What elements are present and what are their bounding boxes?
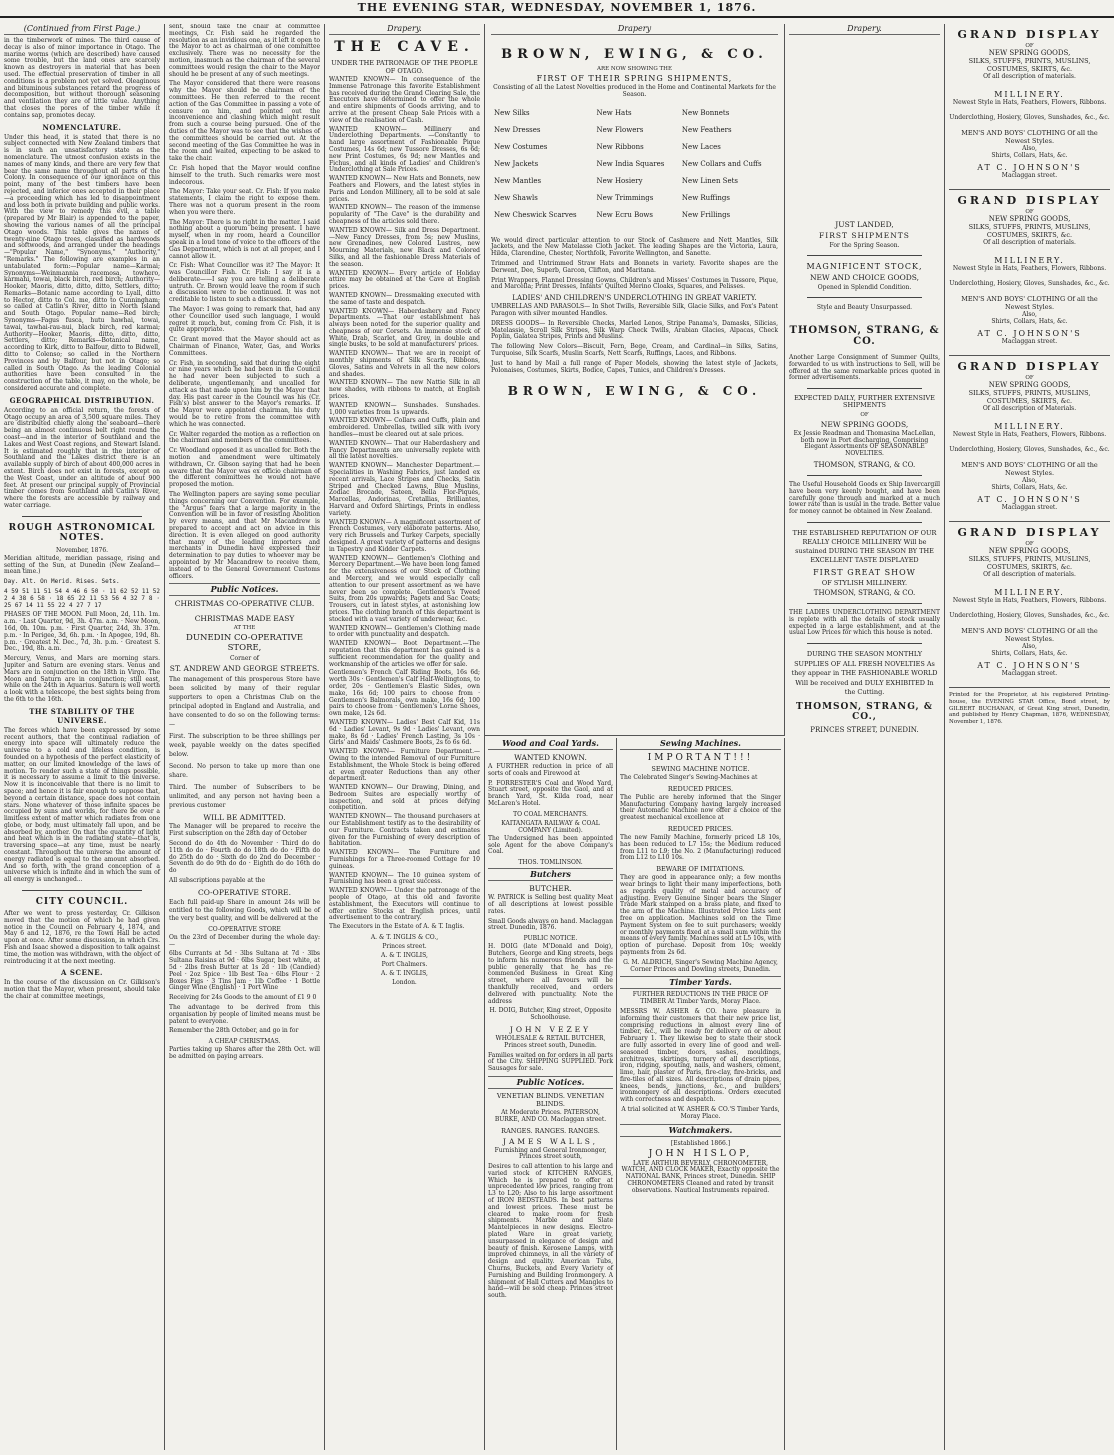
- ad-signature: AT C. JOHNSON'S: [977, 163, 1082, 172]
- wanted-known-item: WANTED KNOWN— Haberdashery and Fancy Departments. —That our establishment has always been noted for the superior quality and cheapness of our Corsets. An immense stock of White, Drab, Scarlet, and Grey, in double and single busks, to be sold at manufacturers' prices.: [329, 307, 480, 349]
- ad-paragraph: MESSRS W. ASHER & CO. have pleasure in informing their customers that their new price list, comprising reductions in almost every line of timber, &c., will be ready for delivery on or about February 1. They likewise beg to state their stock are fully assorted in every line of good and well-seasoned timber, doors, sashes, mouldings, architraves, skirtings, turnery of all descriptions, iron, ridging, spouting, nails, and washers, cement, lime, hair, plaster of Paris, fire-clay, fire-bricks, and fire-tiles of all sizes. All descriptions of drain pipes, knees, bends, junctions, &c., and builders' ironmongery of all descriptions. Orders executed with correctness and despatch.: [620, 1007, 781, 1104]
- section-header: Drapery: [491, 24, 778, 35]
- ad-title: FURTHER REDUCTIONS IN THE PRICE OF TIMBER At Timber Yards, Moray Place.: [632, 991, 769, 1006]
- ad-text: MEN'S AND BOYS' CLOTHING Of all the Newest Styles.: [961, 129, 1098, 145]
- signature: Princes street.: [382, 943, 427, 951]
- ad-subtitle: WHOLESALE & RETAIL BUTCHER, Princes street south, Dunedin.: [495, 1034, 606, 1049]
- article-paragraph: in the timberwork of mines. The third cause of decay is also of minor importance in Otago. The marine worms (which are described) have caused some trouble, but the land ones are scarcely known as destroyers in material that has been used. The effectual preservation of timber in all conditions is a problem not yet solved. Oleaginous and bituminous substances retard the progress of decomposition, but without thorough seasoning and ventilation they are of little value. Anything that closes the pores of the timber while it contains sap, promotes decay.: [4, 37, 160, 119]
- ad-title: BROWN, EWING, & CO.: [501, 47, 768, 62]
- ad-text: Shirts, Collars, Hats, &c.: [991, 650, 1068, 657]
- ad-text: Newest Style in Hats, Feathers, Flowers, Ribbons.: [952, 597, 1107, 604]
- ad-paragraph: The Celebrated Singer's Sewing-Machines at: [620, 774, 758, 781]
- signature: H. DOIG, Butcher, King street, Opposite Schoolhouse.: [489, 1007, 612, 1022]
- novelty-item: New India Squares: [596, 159, 665, 168]
- ad-emphasis: WILL BE ADMITTED.: [203, 813, 286, 823]
- ad-paragraph: Print Wrappers, Flannel Dressing Gowns, Children's and Misses' Costumes in Tussore, Pique, and Marcella; Print Dresses, Infants' Quilted Merino Cloaks, Squares, and Pelisses.: [491, 276, 778, 291]
- wanted-known-item: WANTED KNOWN— The new Nattie Silk in all new shades, with ribbons to match, at English prices.: [329, 379, 480, 401]
- johnson-ad: [949, 360, 1110, 522]
- ad-paragraph: Parties taking up Shares after the 28th Oct. will be admitted on paying arrears.: [169, 1046, 320, 1060]
- ad-text: MEN'S AND BOYS' CLOTHING Of all the Newest Styles.: [961, 295, 1098, 311]
- ad-title: PUBLIC NOTICE.: [523, 935, 578, 943]
- novelty-item: New Shawls: [494, 193, 538, 202]
- ad-text: Also,: [1022, 311, 1037, 318]
- wanted-known-item: WANTED KNOWN— Under the patronage of the people of Otago, at this old and favorite establishment, the Executors will continue to offer entire Stocks at English prices, until advertisement to the contrary.: [329, 887, 480, 922]
- ad-paragraph: Another Large Consignment of Summer Quilts, forwarded to us with instructions to Sell, will be offered at the same remarkable prices quoted in former advertisements.: [789, 354, 940, 382]
- masthead: THE EVENING STAR, WEDNESDAY, NOVEMBER 1, 1876.: [0, 0, 1114, 18]
- ad-paragraph: A FURTHER reduction in price of all sorts of coals and Firewood at: [488, 763, 613, 777]
- column-4b: [617, 738, 785, 1450]
- continued-label: (Continued from First Page.): [4, 24, 160, 35]
- ad-paragraph: The following New Colors—Biscuit, Fern, Bege, Cream, and Cardinal—in Silks, Satins, Turquoise, Silk Scarfs, Muslin Scarfs, Nett Scarfs, Ruffings, Laces, and Ribbons.: [491, 343, 778, 357]
- article-paragraph: According to an official return, the forests of Otago occupy an area of 3,500 square miles. They are distributed chiefly along the seaboard—there being an almost continuous belt right round the coast—and in the interior of Southland and the Lakes and West Coast regions, and Stewart Island. It is estimated roughly that in the interior of Southland and the Lakes district there is an available supply of birch of about 400,000 acres in extent. Birch does not exist in forests, except on the West Coast, under an altitude of about 900 feet. At present our principal supply of Provincial timber comes from Southland and Catlin's River, where the forests are accessible by railway and water carriage.: [4, 406, 160, 509]
- wanted-known-item: WANTED KNOWN— Manchester Department.—Specialities in Washing Fabrics, just landed ex recent arrivals, Lace Stripes and Checks, Satin Striped and Checked Lawns, Blue Muslins, Zodiac Brocade, Sateen, Bella Flor-Piqués, Marcellas, Andorinas, Cretallias, Brilliantes, Harvard and Oxford Shirtings, Prints in endless variety.: [329, 462, 480, 517]
- wanted-known-item: WANTED KNOWN— In consequence of the Immense Patronage this favorite Establishment has received during the Grand Clearing Sale, the Executors have determined to offer the whole and entire shipments of Goods arriving, and to arrive at the present Cheap Sale Prices with a view of the realisation of Cash.: [329, 76, 480, 124]
- ad-text: Shirts, Collars, Hats, &c.: [991, 318, 1068, 325]
- novelty-item: New Costumes: [494, 142, 548, 151]
- wanted-known-item: WANTED KNOWN— The reason of the immense popularity of "The Cave" is the durability and cheapness of the articles sold there.: [329, 204, 480, 225]
- ad-title: TO COAL MERCHANTS.: [513, 810, 588, 818]
- ad-subtitle: CHRISTMAS MADE EASY: [194, 614, 295, 624]
- section-header: Drapery.: [789, 24, 940, 35]
- ad-text: Maclaggan street.: [1001, 338, 1058, 345]
- ad-text: NEW AND CHOICE GOODS,: [809, 273, 920, 282]
- ad-signature: AT C. JOHNSON'S: [977, 661, 1082, 670]
- ad-paragraph: They are good in appearance only; a few months wear brings to light their many imperfections, both as regards quality of metal and accuracy of adjusting. Every Genuine Singer bears the Singer Trade Mark stamped on a brass plate, and fixed to the arm of the Machine. Illustrated Price Lists sent free on application. Machines sold on the Time Payment System on fee to suit purchasers; weekly or monthly payments fixed at a small sum within the means of every family. Machines sold at L5 10s, with option of purchase. Deposit from 10s; weekly payments from 2s 6d.: [620, 874, 781, 956]
- ad-text: NEW SPRING GOODS,: [988, 381, 1071, 389]
- novelty-item: New Bonnets: [681, 108, 730, 117]
- ad-paragraph: The Manager will be prepared to receive the First subscription on the 28th day of October: [169, 823, 320, 838]
- ad-signature: THOMSON, STRANG, & CO.: [789, 325, 940, 347]
- johnson-ad: [949, 526, 1110, 688]
- ad-paragraph: Third. The number of Subscribers to be unlimited, and any person not having been a previous customer: [169, 784, 320, 810]
- ad-text: SILKS, STUFFS, PRINTS, MUSLINS, COSTUMES, SKIRTS, &c.: [968, 555, 1091, 571]
- article-paragraph: The Mayor: I was going to remark that, had any other Councillor used such language, I would regret it much, but, coming from Cr. Fish, it is quite appropriate.: [169, 306, 320, 334]
- column-5: [785, 24, 945, 1450]
- ad-paragraph: First. The subscription to be three shillings per week, payable weekly on the dates specified below.: [169, 733, 320, 759]
- novelty-item: New Trimmings: [596, 193, 654, 202]
- section-heading: NOMENCLATURE.: [42, 122, 122, 132]
- novelty-item: New Feathers: [681, 125, 732, 134]
- ad-text: [Established 1866.]: [670, 1139, 731, 1147]
- column-1: [0, 24, 165, 1450]
- wanted-known-item: WANTED KNOWN— New Hats and Bonnets, new Feathers and Flowers, and the latest styles in Paris and London Millinery, all to be sold at sale prices.: [329, 175, 480, 203]
- ad-title: JAMES WALLS,: [502, 1136, 599, 1146]
- ad-text: MEN'S AND BOYS' CLOTHING Of all the Newest Styles.: [961, 461, 1098, 477]
- section-heading: GEOGRAPHICAL DISTRIBUTION.: [9, 395, 155, 405]
- ad-paragraph: P. FORRESTER'S Coal and Wood Yard, Stuart street, opposite the Gaol, and at branch Yard, St. Kilda road, near McLaren's Hotel.: [488, 779, 613, 807]
- article-title: ROUGH ASTRONOMICAL NOTES.: [8, 522, 156, 543]
- ad-goods-list: 6lbs Currants at 5d · 3lbs Sultana at 7d · 3lbs Sultana Raisins at 9d · 6lbs Sugar, best white, at 5d · 2lbs fresh Butter at 1s 2d · 1lb (Candied) Peel · 2oz Spice · 1lb Best Tea · 6lbs Flour · 2 Boxes Figs · 3 Tins Jam · 1lb Coffee · 1 Bottle Ginger Wine (English) · 1 Port Wine: [169, 950, 320, 992]
- novelty-item: New Mantles: [494, 176, 542, 185]
- wanted-known-item: WANTED KNOWN— Gentlemen's Clothing and Mercery Department.—We have been long famed for the extensiveness of our Stock of Clothing and Mercery, and we would especially call attention to our present assortment as we have never been so complete. Gentlemen's Tweed Suits, from 20s upwards; Pagets and Sac Coats; Trousers, cut in latest styles, at astonishing low prices. The clothing branch of this department is stocked with a vast variety of underwear, &c.: [329, 554, 480, 623]
- ad-subtitle: Furnishing and General Ironmonger, Princes street south,: [494, 1146, 607, 1161]
- johnson-ads: [949, 28, 1110, 688]
- divider: [807, 522, 922, 523]
- ad-signature: THOMSON, STRANG, & CO.,: [796, 701, 933, 722]
- ad-title: IMPORTANT!!!: [647, 753, 754, 763]
- article-paragraph: Cr. Fish: What Councillor was it? The Mayor: It was Councillor Fish. Cr. Fish: I say it is a deliberate——I say you are telling a deliberate untruth. Cr. Brown would leave the room if such a discussion were to be continued. It was not creditable to listen to such a discussion.: [169, 262, 320, 304]
- ad-signature: AT C. JOHNSON'S: [977, 329, 1082, 338]
- ad-paragraph: DURING THE SEASON MONTHLY SUPPLIES OF ALL FRESH NOVELTIES As they appear in THE FASHIONABLE WORLD Will be received and DULY EXHIBITED In the Cutting.: [791, 650, 938, 697]
- column-2: [165, 24, 325, 1450]
- ad-paragraph: Remember the 28th October, and go in for: [169, 1027, 299, 1035]
- wanted-known-item: WANTED KNOWN— The Furniture and Furnishings for a Three-roomed Cottage for 10 guineas.: [329, 849, 480, 870]
- article-paragraph: The Mayor: Take your seat. Cr. Fish: If you make statements, I claim the right to expose them. There was not a quorum present in the room when you were there.: [169, 188, 320, 216]
- wanted-known-item: WANTED KNOWN— Our Drawing, Dining, and Bedroom Suites are especially worthy of inspection, and sold at prices defying competition.: [329, 784, 480, 812]
- signature: THOS. TOMLINSON.: [518, 859, 583, 867]
- ad-headline: FIRST GREAT SHOW: [813, 567, 916, 577]
- ad-signature: THOMSON, STRANG, & CO.: [813, 460, 916, 469]
- novelty-item: New Ecru Bows: [596, 210, 654, 219]
- ad-paragraph: At Moderate Prices. PATERSON, BURKE, AND CO. Maclaggan street.: [494, 1108, 607, 1123]
- article-paragraph: Mercury, Venus, and Mars are morning stars. Jupiter and Saturn are evening stars. Venus and Mars are in conjunction on the 18th in Virgo. The Moon and Saturn are in conjunction; still east, while on the 24th in Aquarius. Saturn is well worth a look with a telescope, the best sights being from the 6th to the 16th.: [4, 655, 160, 703]
- ad-text: Opened in Splendid Condition.: [817, 284, 912, 291]
- ad-streets: ST. ANDREW AND GEORGE STREETS.: [169, 664, 320, 674]
- wanted-known-item: WANTED KNOWN— Furniture Department.—Owing to the intended Removal of our Furniture Establishment, the Whole Stock is being offered at even greater Reductions than any other department.: [329, 748, 480, 783]
- ad-headline: MILLINERY.: [994, 90, 1065, 99]
- ad-paragraph: Each full paid-up Share in amount 24s will be entitled to the following Goods, which will be of the very best quality, and will be delivered at the: [169, 898, 320, 922]
- column-4-top: [485, 24, 785, 736]
- ad-paragraph: Receiving for 24s Goods to the amount of £1 9 0: [169, 994, 317, 1002]
- novelty-item: New Laces: [681, 142, 721, 151]
- ad-emphasis: REDUCED PRICES.: [667, 824, 734, 833]
- ad-title: GRAND DISPLAY: [957, 194, 1102, 207]
- divider: [807, 388, 922, 389]
- article-paragraph: The Wellington papers are saying some peculiar things concerning our Convention. For example, the "Argus" fears that a large majority in the Convention will be in favor of resisting Abolition by every means, and that Mr Macandrew is prepared to accept and act on advice in this direction. It is even alleged on good authority that many of the leading importers and merchants in Dunedin have expressed their determination to pay duties to whoever may be appointed by Mr Macandrew to receive them, instead of to the General Government Customs officers.: [169, 491, 320, 580]
- wanted-known-item: WANTED KNOWN— A magnificent assortment of French Costumes, very elaborate patterns. Also, very rich Brussels and Turkey Carpets, specially designed. A great variety of patterns and designs in Tapestry and Kidder Carpets.: [329, 518, 480, 553]
- divider: [807, 475, 922, 476]
- ad-title: GRAND DISPLAY: [957, 360, 1102, 373]
- ad-paragraph: The Public are hereby informed that the Singer Manufacturing Company having largely increased their Automatic Machine now offer a choice of the greatest mechanical excellence at: [620, 793, 781, 822]
- novelty-column-c: [679, 105, 778, 232]
- divider: [807, 643, 922, 644]
- ad-headline: EXPECTED DAILY, FURTHER EXTENSIVE SHIPMENTS: [794, 394, 935, 409]
- signature: A. & T. INGLIS,: [381, 952, 428, 960]
- section-header: Butchers: [488, 868, 613, 881]
- column-3: [325, 24, 485, 1450]
- ad-subtitle: KAITANGATA RAILWAY & COAL COMPANY (Limited).: [501, 819, 600, 834]
- wanted-known-item: WANTED KNOWN— Silk and Dress Department.—New Fancy Dresses, from 5s; new Muslins, new Grenadines, new Colored Lustres, new Mourning Materials, new Black and Colored Silks, and all the fashionable Dress Materials of the season.: [329, 226, 480, 268]
- article-paragraph: The Mayor: There is no right in the matter. I said nothing about a quorum being present. I have myself, when in my room, heard a Councillor speak in a loud tone of voice to the officers of the Gas Department, which is not at all proper, and I cannot allow it.: [169, 218, 320, 260]
- ad-title: GRAND DISPLAY: [957, 28, 1102, 41]
- ad-headline: FIRST SHIPMENTS: [819, 231, 910, 240]
- ad-text: PRINCES STREET, DUNEDIN.: [810, 725, 919, 734]
- ad-paragraph: On the 23rd of December during the whole day:—: [169, 933, 320, 948]
- ad-emphasis: A CHEAP CHRISTMAS.: [208, 1038, 281, 1046]
- ad-paragraph: THE ESTABLISHED REPUTATION OF OUR REALLY CHOICE MILLINERY Will be sustained DURING THE SEASON BY THE EXCELLENT TASTE DISPLAYED: [792, 528, 937, 564]
- novelty-list: [491, 105, 778, 232]
- ad-text: OF: [1025, 209, 1034, 215]
- novelty-item: New Hats: [596, 108, 632, 117]
- signature: A. & T. INGLIS & CO.,: [370, 934, 439, 942]
- article-date: November, 1876.: [55, 546, 109, 554]
- ad-emphasis: REDUCED PRICES.: [667, 784, 734, 793]
- ad-paragraph: The Undersigned has been appointed sole Agent for the above Company's Coal.: [488, 834, 613, 856]
- ad-text: Shirts, Collars, Hats, &c.: [991, 484, 1068, 491]
- ad-paragraph: UMBRELLAS AND PARASOLS— In Shot Twills, Reversible Silk, Glacie Silks, and Fox's Patent Paragon with silver mounted Handles.: [491, 303, 778, 317]
- article-paragraph: In the course of the discussion on Cr. Gilkison's motion that the Mayor, when present, should take the chair at committee meetings,: [4, 979, 160, 1001]
- ad-headline: MILLINERY.: [994, 422, 1065, 431]
- ad-title: GRAND DISPLAY: [957, 526, 1102, 539]
- section-header: Drapery.: [329, 24, 480, 35]
- ad-text: Underclothing, Hosiery, Gloves, Sunshades, &c., &c.: [949, 280, 1110, 287]
- wanted-known-item: WANTED KNOWN— Gentlemen's Clothing made to order with punctuality and despatch.: [329, 624, 480, 639]
- ad-paragraph: LATE ARTHUR BEVERLY, CHRONOMETER, WATCH, AND CLOCK MAKER, Exactly opposite the NATIONAL BANK, Princes street, Dunedin. SHIP CHRONOMETERS Cleaned and rated by transit observations. Nautical Instruments repaired.: [621, 1159, 780, 1194]
- ad-text: ARE NOW SHOWING THE: [597, 66, 672, 72]
- ad-text: Of all description of Materials.: [982, 405, 1077, 412]
- section-header: Watchmakers.: [620, 1124, 781, 1137]
- section-header: Timber Yards.: [620, 976, 781, 989]
- divider: [22, 516, 142, 517]
- article-paragraph: The Mayor considered that there were reasons why the Mayor should be chairman of the committees. He then referred to the recent action of the Gas Committee in passing a vote of censure on him, and pointed out the inconvenience and clashing which might result from such a course being pursued. One of the duties of the Mayor was to see that the wishes of the committees should be carried out. At the second meeting of the Gas Committee he was in the room and waited, expecting to be asked to take the chair.: [169, 80, 320, 163]
- ad-text: Underclothing, Hosiery, Gloves, Sunshades, &c., &c.: [949, 446, 1110, 453]
- section-header: Wood and Coal Yards.: [488, 738, 613, 750]
- signature: London.: [392, 979, 417, 987]
- novelty-column-b: [593, 105, 678, 232]
- ad-text: NEW SPRING GOODS,: [820, 419, 909, 429]
- ad-paragraph: The management of this prosperous Store have been solicited by many of their regular supporters to open a Christmas Club on the principal adopted in England and Australia, and have consented to do so on the following terms:—: [169, 676, 320, 729]
- ad-paragraph: All subscriptions payable at the: [169, 876, 266, 884]
- ad-title: JOHN HISLOP,: [648, 1148, 753, 1159]
- wanted-known-item: WANTED KNOWN— The 10 guinea system of Furnishing has been a great success.: [329, 871, 480, 886]
- ad-text: OF: [1025, 43, 1034, 49]
- ad-subtitle: SEWING MACHINE NOTICE.: [651, 765, 750, 773]
- ad-emphasis: CO-OPERATIVE STORE: [208, 925, 281, 933]
- wanted-known-item: Gentlemen's French Calf Riding Boots, 16s 6d; worth 30s · Gentlemen's Calf Half-Wellingtons, to order, 20s · Gentlemen's Elastic Sides, own make, 16s 6d; 100 pairs to choose from · Gentlemen's Balmorals, own make, 16s 6d; 100 pairs to choose from · Gentlemen's Lorne Shoes, own make, 12s 6d.: [329, 669, 480, 718]
- article-paragraph: Under this head, it is stated that there is no subject connected with New Zealand timbers that is in such an unsatisfactory state as the nomenclature. The utmost confusion exists in the names of many kinds, and there are very few that bear the same name throughout all parts of the Colony. In consequence of our ignorance on this point, many of the best timbers have been rejected, and inferior ones accepted in their place—a proceeding which has led to disappointment and loss both in private building and public works. With the view to remedy this evil, a table (prepared by Mr Blair) is appended to the paper, showing the various names of all the principal Otago woods. This table gives the names of twenty-nine Otago trees, classified as hardwoods and softwoods, and arranged under the headings—"Popular Name," "Synonyms," "Authority," "Remarks." The following are examples in an untabulated form:—Popular name—Karmai; Synonyms—Weinmannia racemosa, towhero, karmahi, towai, black birch, red birch; Authority—Hooker, Maoris, ditto, ditto, ditto, Settlers, ditto; Remarks—Botanic name according to Lyall, ditto to Hector, ditto to Col. me, ditto to Cunningham; so called at Catlin's River, ditto in North Island and South Otago. Popular name—Red birch; Synonyms—Fagus fusca, hutu hawhai, towai, tawai, tawhai-rau-nui, black birch, red karmai; Authority—Hooker, Maoris, ditto, ditto, ditto, Settlers, ditto; Remarks—Botanical name, according to Kirk, ditto to Balfour, ditto to Bidwell, ditto to Colenso; so called in the Northern Provinces and by Balfour, but not in Otago; so called in South Otago. As the leading Colonial authorities have been consulted in the construction of the table, it may, on the whole, be considered accurate and complete.: [4, 133, 160, 393]
- signature: Port Chalmers.: [381, 961, 428, 969]
- wanted-known-item: WANTED KNOWN— Ladies' Best Calf Kid, 11s 6d · Ladies' Levant, 9s 9d · Ladies' Levant, own make, 8s 6d · Ladies' French Lasting, 3s 10s · Girls' and Maids' Cashmere Boots, 2s to 6s 6d.: [329, 718, 480, 747]
- ad-text: MEN'S AND BOYS' CLOTHING Of all the Newest Styles.: [961, 627, 1098, 643]
- ad-paragraph: Second. No person to take up more than one share.: [169, 763, 320, 780]
- wanted-known-item: WANTED KNOWN— Millinery and Underclothing Departments. —Constantly to hand large assortment of Fashionable Pique Costumes, 14s 6d; new Tussore Dresses, 6s 6d; new Print Costumes, 6s 9d; new Mantles and Fichus, and all kinds of Ladies' and Children's Underclothing at Sale Prices.: [329, 125, 480, 174]
- ad-text: Also,: [1022, 145, 1037, 152]
- ad-text: Shirts, Collars, Hats, &c.: [991, 152, 1068, 159]
- ad-text: Underclothing, Hosiery, Gloves, Sunshades, &c., &c.: [949, 612, 1110, 619]
- ad-text: For the Spring Season.: [829, 242, 900, 249]
- novelty-item: New Dresses: [494, 125, 541, 134]
- article-paragraph: Cr. Fish hoped that the Mayor would confine himself to the truth. Such remarks were most indecorous.: [169, 164, 320, 186]
- wanted-known-item: WANTED KNOWN— Boot Department.—The reputation that this department has gained is a sufficient recommendation for the quality and workmanship of the articles we offer for sale.: [329, 640, 480, 668]
- wanted-known-item: WANTED KNOWN— That our Haberdashery and Fancy Departments are universally replete with all the latest novelties.: [329, 439, 480, 461]
- wanted-known-item: WANTED KNOWN— Dressmaking executed with the same of taste and despatch.: [329, 291, 480, 306]
- article-paragraph: Cr. Grant moved that the Mayor should act as Chairman of Finance, Water, Gas, and Works Committees.: [169, 336, 320, 357]
- novelty-item: New Ruffings: [681, 193, 730, 202]
- ad-text: OF: [1025, 541, 1034, 547]
- ad-text: Of all description of materials.: [983, 239, 1076, 246]
- article-paragraph: Meridian altitude, meridian passage, rising and setting of the Sun, at Dunedin (New Zealand—mean time.): [4, 554, 160, 576]
- ad-paragraph: Trimmed and Untrimmed Straw Hats and Bonnets in variety. Favorite shapes are the Derwent, Dee, Superb, Garcon, Clifton, and Maritana.: [491, 259, 778, 274]
- ad-text: OF: [1025, 375, 1034, 381]
- ad-title: BUTCHER.: [529, 884, 572, 894]
- ad-emphasis: CO-OPERATIVE STORE.: [197, 887, 292, 897]
- article-paragraph: Cr. Fish, in seconding, said that during the eight or nine years which he had been in the Council he had never been subjected to such a deliberate, ungentlemanly, and uncalled for attack as that made upon him by the Mayor that day. His past career in the Council was his (Cr. Fish's) best answer to the Mayor's remarks. If the Mayor were appointed chairman, his duty would be to retire from the committee with which he was connected.: [169, 359, 320, 428]
- cave-items-list: [329, 77, 480, 922]
- johnson-ad: [949, 194, 1110, 356]
- ad-paragraph: Small Goods always on hand. Maclaggan street. Dunedin, 1876.: [488, 917, 613, 932]
- ad-paragraph: A trial solicited at W. ASHER & CO.'S Timber Yards, Moray Place.: [621, 1106, 780, 1120]
- ad-paragraph: Just to hand by Mail a full range of Paper Models, showing the latest style of Jackets, Polonaises, Costumes, Skirts, Bodice, Capes, Tunics, and Children's Dresses.: [491, 359, 778, 374]
- table-rows: 4 59 51 11 51 54 4 46 6 50 · 11 62 52 11 52 2 4 38 6 58 · 18 65 22 11 53 56 4 32 7 8 · 25 67 14 11 55 22 4 27 7 17: [4, 587, 160, 609]
- table-header: Day. Alt. On Merid. Rises. Sets.: [4, 578, 120, 586]
- ad-title: JOHN VEZEY: [509, 1024, 592, 1034]
- ad-text: SILKS, STUFFS, PRINTS, MUSLINS, COSTUMES, SKIRTS, &c.: [968, 57, 1091, 73]
- imprint: Printed for the Proprietor, at his registered Printing-house, the EVENING STAR Office, Bond street, by GILBERT BUCHANAN, of Great King street, Dunedin, and published by Henry Chapman, 1876, WEDNESDAY, November 1, 1876.: [949, 692, 1110, 726]
- divider: [22, 890, 142, 891]
- ad-title: WANTED KNOWN.: [514, 753, 587, 762]
- divider: [807, 603, 922, 604]
- ad-headline: FIRST OF THEIR SPRING SHIPMENTS,: [536, 74, 733, 83]
- article-paragraph: Cr. Woodland opposed it as uncalled for. Both the motion and amendment were ultimately withdrawn, Cr. Gibson saying that had he been aware that the Mayor was ex officio chairman of the different committees he would not have proposed the motion.: [169, 447, 320, 489]
- section-header: Sewing Machines.: [620, 738, 781, 750]
- ad-paragraph: THE LADIES UNDERCLOTHING DEPARTMENT is replete with all the details of stock usually expected in a large establishment, and at the usual Low Prices for which this house is noted.: [789, 608, 940, 637]
- ad-paragraph: H. DOIG (late M'Donald and Doig), Butchers, George and King streets, begs to inform his numerous friends and the public generally that he has re-commenced Business in Great King street, where all favours will be thankfully received, and orders delivered with punctuality. Note the address: [488, 943, 613, 1005]
- ad-text: The Executors in the Estate of A. & T. Inglis.: [329, 923, 465, 931]
- ad-title: CHRISTMAS CO-OPERATIVE CLUB.: [174, 599, 315, 609]
- novelty-item: New Collars and Cuffs: [681, 159, 762, 168]
- ad-paragraph: W. PATRICK is Selling best quality Meat of all descriptions at lowest possible rates.: [488, 894, 613, 915]
- wanted-known-item: WANTED KNOWN— The thousand purchasers at our Establishment testify as to the desirability of our Furniture. Contracts taken and estimates given for the Furnishing of every description of habitation.: [329, 813, 480, 848]
- ad-text: Style and Beauty Unsurpassed.: [816, 304, 913, 311]
- article-paragraph: Cr. Walter regarded the motion as a reflection on the chairman and members of the committees.: [169, 430, 320, 445]
- novelty-item: New Linen Sets: [681, 176, 739, 185]
- ad-text: SILKS, STUFFS, PRINTS, MUSLINS, COSTUMES, SKIRTS, &c.: [968, 223, 1091, 239]
- ad-text: Corner of: [229, 655, 260, 663]
- ad-title: VENETIAN BLINDS. VENETIAN BLINDS.: [496, 1091, 605, 1108]
- ad-text: NEW SPRING GOODS,: [988, 547, 1071, 555]
- ad-text: NEW SPRING GOODS,: [988, 49, 1071, 57]
- ad-schedule: Second do do 4th do November · Third do do 11th do do · Fourth do do 18th do do · Fifth do do 25th do do · Sixth do do 2nd do December · Seventh do do 9th do do · Eighth do do 16th do do: [169, 839, 320, 875]
- ad-text: Maclaggan street.: [1001, 504, 1058, 511]
- ad-signature: BROWN, EWING, & CO.: [507, 384, 762, 399]
- novelty-item: New Silks: [494, 108, 530, 117]
- ad-signature: THOMSON, STRANG, & CO.: [813, 588, 916, 597]
- novelty-item: New Frillings: [681, 210, 731, 219]
- column-4a: [485, 738, 617, 1450]
- ad-headline: MAGNIFICENT STOCK,: [806, 262, 923, 271]
- ad-store-name: DUNEDIN CO-OPERATIVE STORE,: [186, 633, 303, 654]
- ad-paragraph: DRESS GOODS— In Reversible Checks, Marled Lenos, Stripe Panama's, Damasks, Silicias, Matelassie, Scroll Silk Stripes, Silk Warp Check Twills, Arabian Glacies, Alpacas, Check Poplin, Galatea Stripes, Prints and Muslins.: [491, 319, 778, 341]
- ad-headline: MILLINERY.: [994, 256, 1065, 265]
- wanted-known-item: WANTED KNOWN— Sunshades. Sunshades. 1,000 varieties from 1s upwards.: [329, 401, 480, 416]
- ad-text: Newest Style in Hats, Feathers, Flowers, Ribbons.: [952, 265, 1107, 272]
- article-paragraph: After we went to press yesterday, Cr. Gilkison moved that the motion of which he had given notice in the Council on February 4, 1874, and May 6 and 12, 1876, re the Town Hall be acted upon at once. After some discussion, in which Crs. Fish and Isaac showed a disposition to talk against time, the motion was withdrawn, with the object of reintroducing it at the next meeting.: [4, 910, 160, 965]
- ad-headline: MILLINERY.: [994, 588, 1065, 597]
- article-paragraph: The forces which have been expressed by some recent authors, that the continual radiation of energy into space will ultimately reduce the universe to a cold and lifeless condition, is founded on a hypothesis of the perfect elasticity of matter, on our limited knowledge of the laws of motion. To render such a state of things possible, it is necessary to assume a limit to the universe. Now it is inconceivable that there is no limit to space; and hence it is fair enough to suppose that, beyond a certain distance, space does not contain stars. None whatever of those infinite spaces be occupied by suns and worlds, for there be over a limitless extent of matter which radiates from one globe, or body, must ultimately fall upon, and be absorbed by, another. On that the quantity of light and heat which is in the radiating state—that is, traversing space—at any time, must be nearly constant. Throughout the universe the amount of energy radiated is equal to the amount absorbed. And so forth, with the grand conception of a universe which is infinite and in which the sum of all energy is unchanged...: [4, 726, 160, 884]
- novelty-item: New Flowers: [596, 125, 644, 134]
- ad-text: JUST LANDED,: [835, 220, 894, 229]
- column-6: [945, 24, 1114, 1450]
- ad-title: RANGES. RANGES. RANGES.: [501, 1126, 600, 1135]
- novelty-item: New Ribbons: [596, 142, 644, 151]
- ad-emphasis: BEWARE OF IMITATIONS.: [656, 865, 745, 874]
- ad-text: Of all description of materials.: [983, 571, 1076, 578]
- divider: [807, 255, 922, 256]
- novelty-item: New Hosiery: [596, 176, 643, 185]
- ad-text: Of all description of materials.: [983, 73, 1076, 80]
- section-header: Public Notices.: [169, 583, 320, 596]
- section-heading: THE STABILITY OF THE UNIVERSE.: [29, 706, 135, 725]
- ad-text: NEW SPRING GOODS,: [988, 215, 1071, 223]
- ad-subtitle: UNDER THE PATRONAGE OF THE PEOPLE OF OTAGO.: [331, 59, 478, 75]
- ad-paragraph: Ex Jessie Readman and Thomasina MacLellan, both now in Port discharging, Comprising Elegant Assortments OF SEASONABLE NOVELTIES.: [793, 429, 936, 458]
- ad-text: Maclaggan street.: [1001, 172, 1058, 179]
- ad-paragraph: Consisting of all the Latest Novelties produced in the Home and Continental Markets for the Season.: [493, 84, 776, 98]
- ad-text: AT THE: [233, 625, 256, 632]
- ad-text: Maclaggan street.: [1001, 670, 1058, 677]
- novelty-column-a: [491, 105, 593, 232]
- wanted-known-item: WANTED KNOWN— Every article of Holiday attire may be obtained at the Cave at English prices.: [329, 269, 480, 291]
- ad-text: SILKS, STUFFS, PRINTS, MUSLINS, COSTUMES, SKIRTS, &c.: [968, 389, 1091, 405]
- ad-paragraph: The new Family Machine, formerly priced L8 10s, has been reduced to L7 15s; the Medium reduced from L11 to L9; the No. 2 (Manufacturing) reduced from L12 to L10 10s.: [620, 833, 781, 862]
- article-title: CITY COUNCIL.: [35, 897, 129, 908]
- ad-text: Newest Style in Hats, Feathers, Flowers, Ribbons.: [952, 431, 1107, 438]
- section-heading: A SCENE.: [60, 968, 103, 978]
- ad-paragraph: We would direct particular attention to our Stock of Cashmere and Nett Mantles, Silk Jackets, and the New Matelasse Cloth Jacket. The leading Shapes are the Victoria, Laura, Hilda, Clarendine, Chester, Northfolk, Favorite Wellington, and Sanette.: [491, 236, 778, 258]
- johnson-ad: [949, 28, 1110, 190]
- ad-signature: AT C. JOHNSON'S: [977, 495, 1082, 504]
- article-paragraph: sent, should take the chair at committee meetings, Cr. Fish said he regarded the resolution as an invidious one, as it left it open to the Mayor to act as chairman of one committee exclusively. There was no necessity for the motion, inasmuch as the chairman of the several committees would resign the chair to the Mayor should he be present at any of such meetings.: [169, 24, 320, 78]
- divider: [807, 297, 922, 298]
- ad-text: Underclothing, Hosiery, Gloves, Sunshades, &c., &c.: [949, 114, 1110, 121]
- ad-paragraph: The advantage to be derived from this organisation by people of limited means must be patent to everyone.: [169, 1003, 320, 1025]
- ad-text: OF STYLISH MILLINERY.: [821, 578, 908, 587]
- wanted-known-item: WANTED KNOWN— That we are in receipt of monthly shipments of Silk Scarfs, Ribbons, Gloves, Satins and Velvets in all the new colors and shades.: [329, 350, 480, 378]
- ad-text: Also,: [1022, 477, 1037, 484]
- novelty-item: New Cheswick Scarves: [494, 210, 577, 219]
- ad-paragraph: Families waited on for orders in all parts of the City. SHIPPING SUPPLIED. Pork Sausages for sale.: [488, 1051, 613, 1073]
- signature: A. & T. INGLIS,: [381, 970, 428, 978]
- ad-paragraph: The Useful Household Goods ex Ship Invercargill have been very keenly bought, and have been carefully gone through and marked at a much lower rate than is usual in the trade. Better value for money cannot be obtained in New Zealand.: [789, 480, 940, 516]
- article-paragraph: PHASES OF THE MOON. Full Moon, 2d, 11h. 1m. a.m. · Last Quarter, 9d, 3h. 47m. a.m. · New Moon, 16d, 0h. 10m. p.m. · First Quarter, 24d, 3h. 37m. p.m. · In Perigee, 3d, 6h. p.m. · In Apogee, 19d, 8h. p.m. · Greatest N. Dec., 7d, 3h. p.m. · Greatest S. Dec., 19d, 8h. a.m.: [4, 611, 160, 653]
- ad-text: Also,: [1022, 643, 1037, 650]
- section-header: Public Notices.: [488, 1076, 613, 1089]
- ad-title: THE CAVE.: [334, 39, 475, 55]
- wanted-known-item: WANTED KNOWN— Collars and Cuffs, plain and embroidered. Umbrellas, twilled silk with ivory handles—must be cleared out at sale prices.: [329, 417, 480, 439]
- ad-headline: LADIES' AND CHILDREN'S UNDERCLOTHING IN GREAT VARIETY.: [512, 294, 757, 303]
- novelty-item: New Jackets: [494, 159, 539, 168]
- signature: G. M. ALDRICH, Singer's Sewing Machine Agency, Corner Princes and Dowling streets, Dunedin.: [623, 958, 778, 973]
- ad-text: Newest Style in Hats, Feathers, Flowers, Ribbons.: [952, 99, 1107, 106]
- ad-text: OF: [860, 411, 869, 418]
- ad-paragraph: Desires to call attention to his large and varied stock of KITCHEN RANGES, Which he is prepared to offer at unprecedented low prices, ranging from L3 to L20; Also to his large assortment of IRON BEDSTEADS. In best patterns and lowest prices. These must be cleared to make room for fresh shipments. Marble and Slate Mantelpieces in new designs. Electro-plated Ware in great variety, unsurpassed in elegance of design and beauty of finish. Kerosene Lamps, with improved chimneys, in all the variety of design and quality. American Tubs, Churns, Buckets, and Every Variety of Furnishing and Building Ironmongery. A shipment of Hall Cutters and Mangles to hand—will be sold cheap. Princes street south.: [488, 1163, 613, 1300]
